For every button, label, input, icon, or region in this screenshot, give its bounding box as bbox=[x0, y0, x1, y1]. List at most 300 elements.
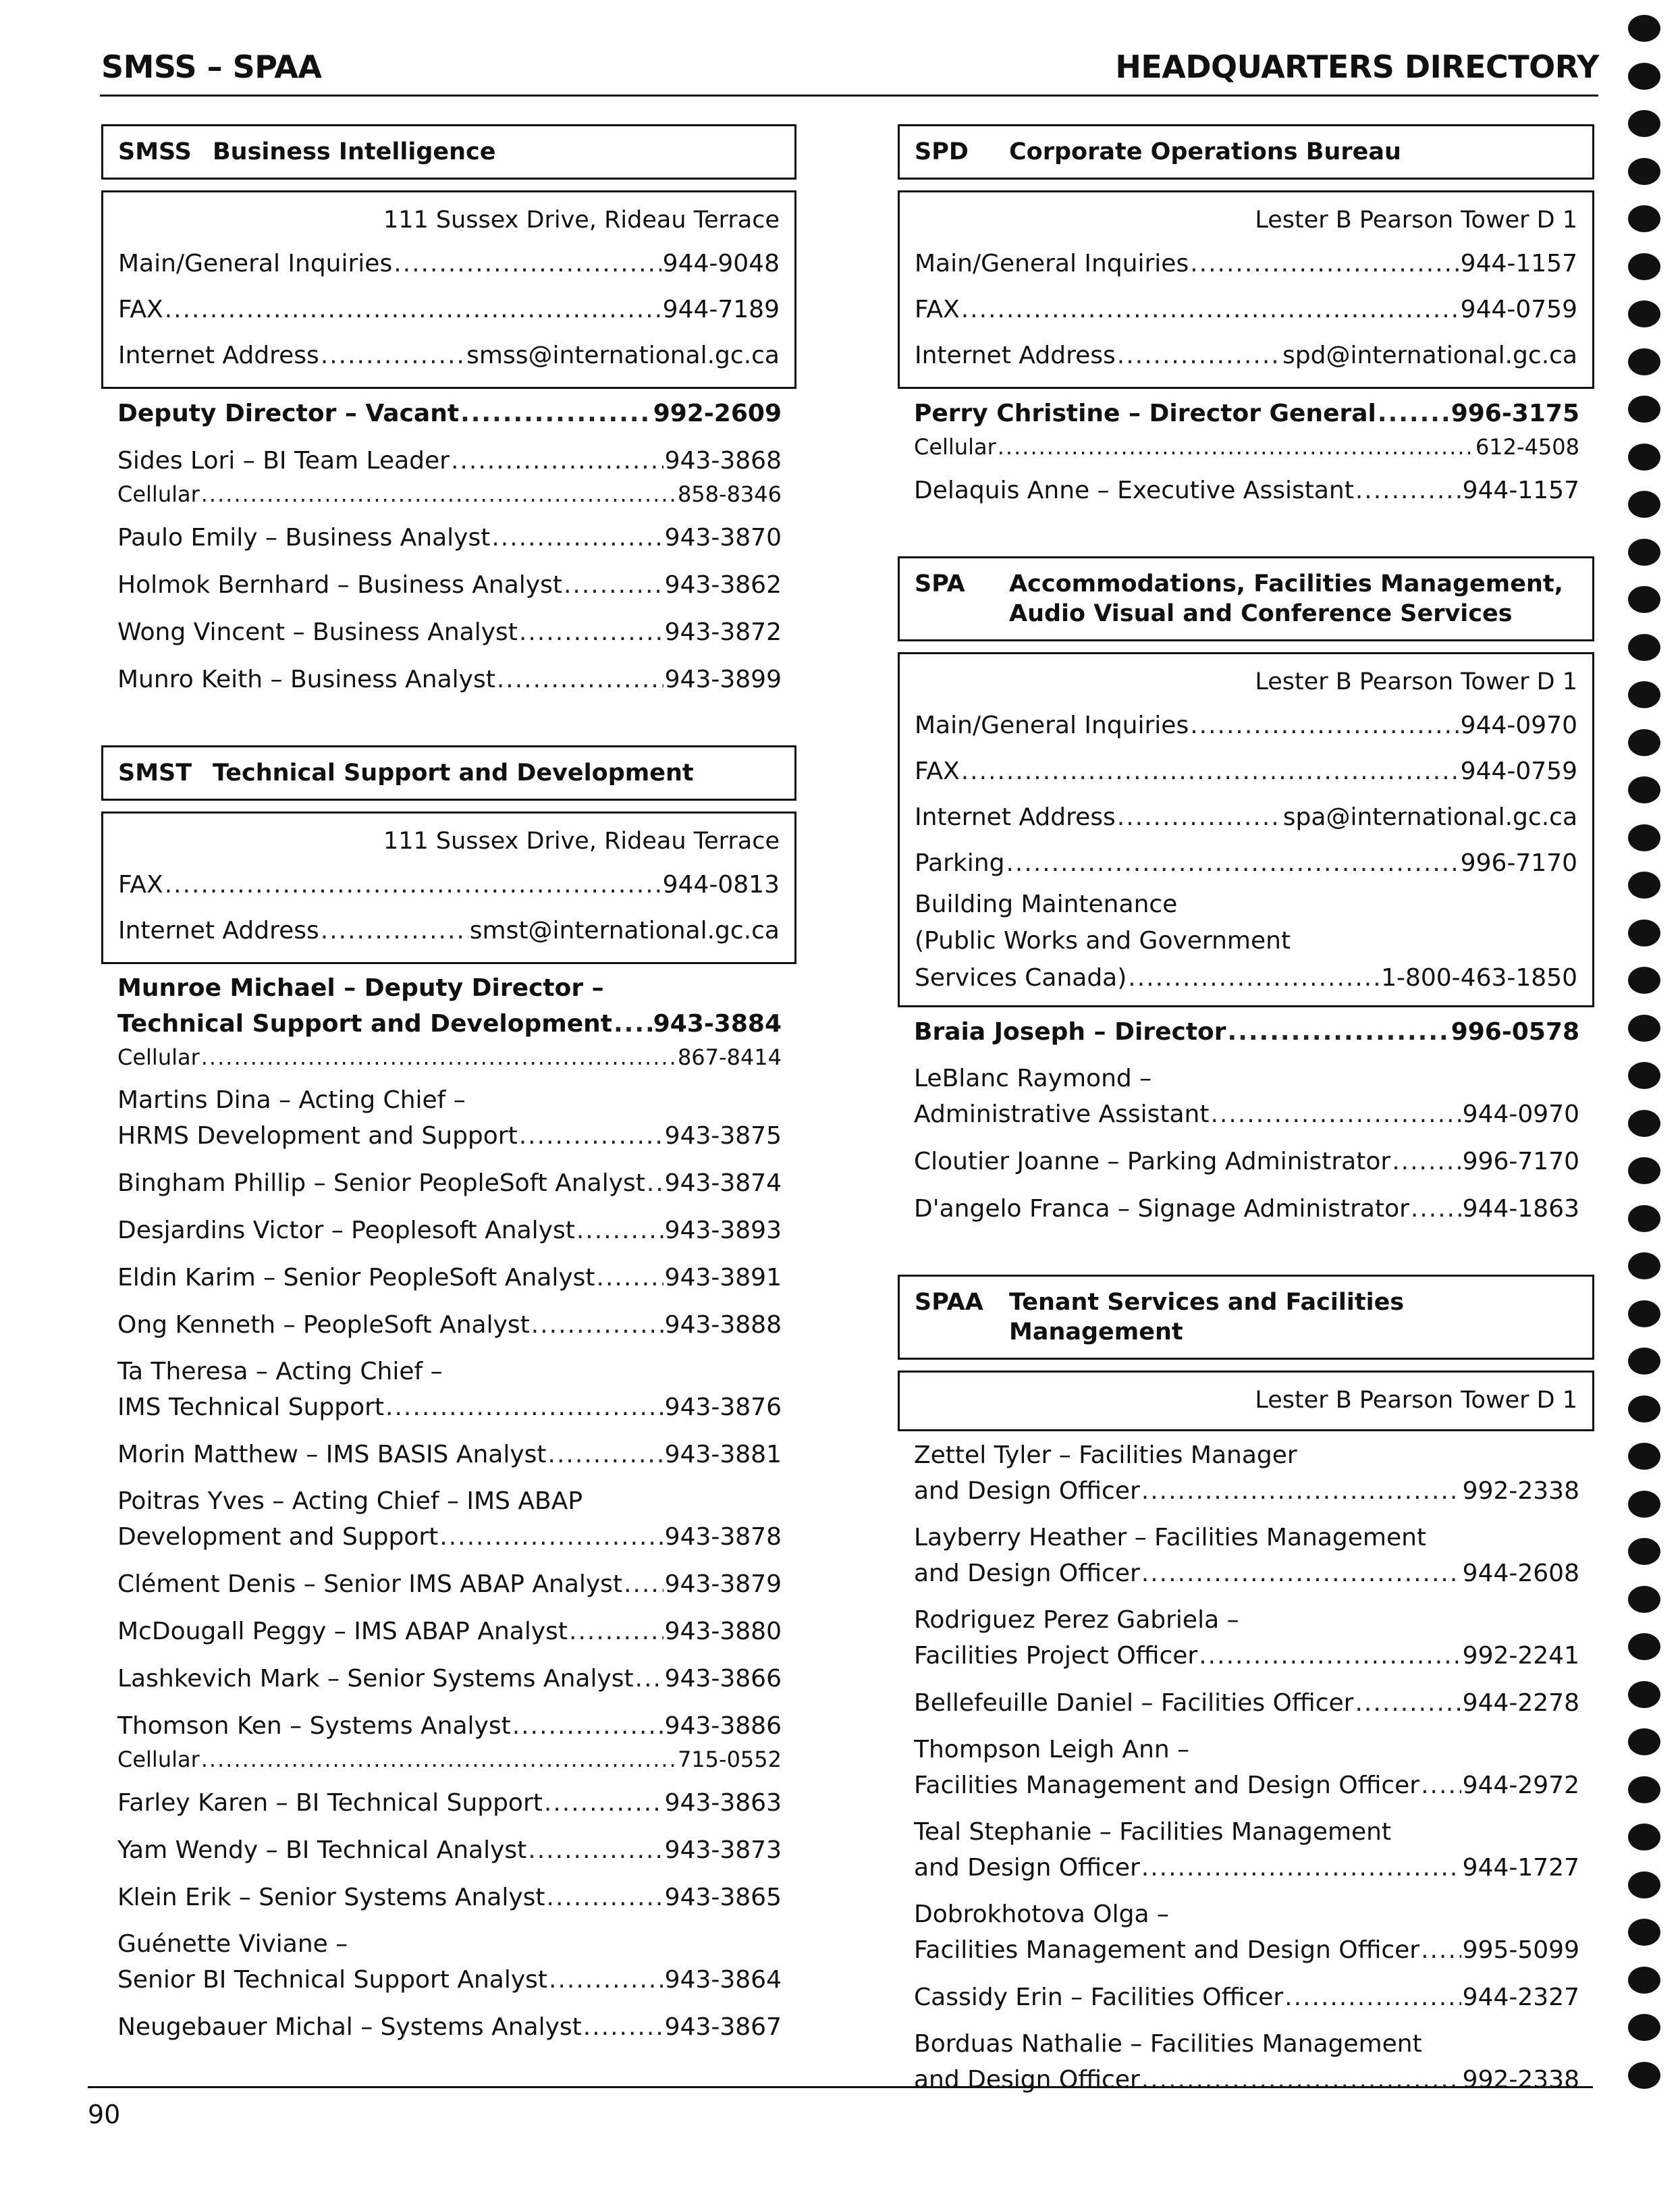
directory-entry bbox=[914, 473, 1579, 509]
section-entries bbox=[101, 964, 796, 2046]
binder-hole bbox=[1628, 776, 1660, 803]
entry-row-label: Yam Wendy – BI Technical Analyst bbox=[117, 1836, 527, 1864]
entry-row-label: and Design Officer bbox=[914, 1560, 1140, 1587]
entry-name-line: Martins Dina – Acting Chief – bbox=[117, 1086, 466, 1114]
entry-name-line: Layberry Heather – Facilities Management bbox=[914, 1524, 1427, 1551]
info-row-label: Internet Address bbox=[118, 917, 319, 945]
directory-entry bbox=[914, 1815, 1579, 1886]
info-row-label: Main/General Inquiries bbox=[118, 250, 393, 277]
entry-row bbox=[117, 1437, 782, 1473]
info-row bbox=[118, 862, 780, 908]
entry-name-line: Teal Stephanie – Facilities Management bbox=[914, 1818, 1392, 1846]
entry-row-label: Lashkevich Mark – Senior Systems Analyst bbox=[117, 1665, 634, 1693]
header-left-title: SMSS – SPAA bbox=[101, 49, 322, 85]
entry-name-line: Dobrokhotova Olga – bbox=[914, 1900, 1169, 1928]
info-row-value: 1-800-463-1850 bbox=[1381, 964, 1577, 992]
binder-hole bbox=[1628, 729, 1660, 756]
info-row bbox=[915, 841, 1577, 886]
entry-row-value: 943-3868 bbox=[664, 447, 782, 475]
entry-cellular-label: Cellular bbox=[117, 481, 200, 507]
dot-leader bbox=[1228, 1014, 1450, 1051]
binder-hole bbox=[1628, 1443, 1660, 1470]
right-column bbox=[898, 124, 1594, 2146]
section-address: Lester B Pearson Tower D 1 bbox=[1255, 207, 1577, 234]
dot-leader bbox=[1141, 1473, 1461, 1510]
dot-leader bbox=[394, 241, 661, 287]
entry-row-label: Munro Keith – Business Analyst bbox=[117, 666, 495, 693]
entry-row-value: 943-3878 bbox=[664, 1523, 782, 1551]
binder-hole bbox=[1628, 396, 1660, 423]
entry-row-value: 995-5099 bbox=[1462, 1936, 1579, 1964]
section-code: SPAA bbox=[915, 1289, 983, 1316]
header-right-title: HEADQUARTERS DIRECTORY bbox=[1115, 49, 1599, 85]
dot-leader bbox=[1378, 396, 1450, 432]
directory-entry bbox=[117, 567, 782, 604]
section-title bbox=[101, 745, 796, 801]
entry-row-value: 943-3876 bbox=[664, 1393, 782, 1421]
info-line: Building Maintenance bbox=[915, 890, 1178, 918]
directory-entry bbox=[117, 971, 782, 1072]
dot-leader bbox=[961, 287, 1459, 333]
binder-hole bbox=[1628, 1395, 1660, 1422]
entry-row-label: Eldin Karim – Senior PeopleSoft Analyst bbox=[117, 1264, 595, 1292]
binder-hole bbox=[1628, 872, 1660, 899]
entry-row-label: Klein Erik – Senior Systems Analyst bbox=[117, 1884, 545, 1911]
binder-hole bbox=[1628, 491, 1660, 518]
info-row-label: FAX bbox=[915, 757, 960, 785]
binder-hole bbox=[1628, 1062, 1660, 1089]
entry-row-value: 943-3863 bbox=[664, 1789, 782, 1817]
entry-row-value: 943-3893 bbox=[664, 1217, 782, 1244]
entry-row-label: and Design Officer bbox=[914, 2066, 1140, 2094]
dot-leader bbox=[165, 862, 661, 908]
dot-leader bbox=[439, 1519, 663, 1555]
section-info-box bbox=[898, 1371, 1594, 1431]
binder-hole bbox=[1628, 1205, 1660, 1232]
info-row-label: Internet Address bbox=[118, 342, 319, 369]
section-spd bbox=[898, 124, 1594, 509]
entry-row-value: 944-2278 bbox=[1462, 1689, 1579, 1717]
directory-entry bbox=[117, 1832, 782, 1869]
section-name bbox=[1009, 1287, 1577, 1347]
section-code: SMSS bbox=[118, 138, 192, 165]
entry-row-label: Senior BI Technical Support Analyst bbox=[117, 1966, 548, 1994]
binder-hole bbox=[1628, 1871, 1660, 1898]
entry-row bbox=[914, 1473, 1579, 1510]
entry-row bbox=[117, 1962, 782, 1998]
dot-leader bbox=[165, 287, 661, 333]
entry-row-value: 943-3881 bbox=[664, 1441, 782, 1468]
entry-row-label: Thomson Ken – Systems Analyst bbox=[117, 1712, 511, 1740]
entry-row-value: 943-3867 bbox=[664, 2013, 782, 2041]
entry-row bbox=[117, 396, 782, 432]
footer-rule bbox=[88, 2086, 1593, 2088]
dot-leader bbox=[544, 1785, 663, 1822]
section-address: Lester B Pearson Tower D 1 bbox=[1255, 668, 1577, 695]
section-code: SMST bbox=[118, 760, 192, 787]
entry-row bbox=[914, 1191, 1579, 1227]
info-row bbox=[915, 287, 1577, 333]
entry-row-label: Desjardins Victor – Peoplesoft Analyst bbox=[117, 1217, 575, 1244]
entry-row-label: HRMS Development and Support bbox=[117, 1122, 518, 1150]
entry-row bbox=[117, 1785, 782, 1822]
directory-entry bbox=[117, 1566, 782, 1603]
entry-row bbox=[914, 396, 1579, 432]
entry-row bbox=[117, 443, 782, 479]
directory-entry bbox=[117, 443, 782, 509]
entry-row-label: Delaquis Anne – Executive Assistant bbox=[914, 477, 1354, 504]
directory-entry bbox=[117, 1307, 782, 1344]
entry-cellular-value: 612-4508 bbox=[1475, 434, 1579, 460]
section-address: 111 Sussex Drive, Rideau Terrace bbox=[383, 207, 780, 234]
entry-row-value: 943-3866 bbox=[664, 1665, 782, 1693]
entry-row-value: 943-3864 bbox=[664, 1966, 782, 1994]
dot-leader bbox=[1392, 1144, 1461, 1180]
binder-hole bbox=[1628, 300, 1660, 327]
entry-row-label: Development and Support bbox=[117, 1523, 439, 1551]
info-row bbox=[915, 333, 1577, 379]
binder-hole bbox=[1628, 681, 1660, 708]
directory-entry bbox=[914, 1520, 1579, 1592]
entry-row bbox=[914, 473, 1579, 509]
entry-row bbox=[914, 1144, 1579, 1180]
entry-row-value: 944-1863 bbox=[1462, 1195, 1579, 1223]
directory-entry bbox=[117, 1165, 782, 1202]
binder-hole bbox=[1628, 444, 1660, 471]
section-code: SPD bbox=[915, 138, 969, 165]
directory-entry bbox=[117, 520, 782, 556]
dot-leader bbox=[1190, 241, 1459, 287]
entry-row bbox=[914, 1932, 1579, 1969]
left-column bbox=[101, 124, 796, 2093]
binder-hole bbox=[1628, 1348, 1660, 1375]
dot-leader bbox=[1141, 1850, 1461, 1886]
directory-entry bbox=[117, 662, 782, 698]
entry-row-value: 992-2338 bbox=[1462, 2066, 1579, 2094]
dot-leader bbox=[321, 908, 468, 954]
binder-hole bbox=[1628, 1633, 1660, 1660]
dot-leader bbox=[1141, 2062, 1461, 2098]
section-name bbox=[1009, 137, 1577, 167]
info-row-label: Internet Address bbox=[915, 803, 1116, 831]
directory-entry bbox=[117, 396, 782, 432]
directory-entry bbox=[117, 2009, 782, 2046]
entry-row-label: Sides Lori – BI Team Leader bbox=[117, 447, 450, 475]
directory-entry bbox=[914, 1979, 1579, 2016]
binder-hole bbox=[1628, 63, 1660, 90]
dot-leader bbox=[528, 1832, 663, 1869]
dot-leader bbox=[1355, 1685, 1461, 1722]
section-entries bbox=[898, 1431, 1594, 2098]
entry-row-label: Clément Denis – Senior IMS ABAP Analyst bbox=[117, 1570, 623, 1598]
entry-row-label: Cloutier Joanne – Parking Administrator bbox=[914, 1148, 1391, 1175]
entry-row-value: 943-3884 bbox=[653, 1010, 782, 1038]
directory-entry bbox=[117, 1354, 782, 1426]
dot-leader bbox=[201, 1745, 676, 1774]
entry-row bbox=[117, 1708, 782, 1745]
info-row-value: 944-7189 bbox=[662, 296, 780, 323]
directory-entry bbox=[117, 1708, 782, 1774]
entry-row-value: 943-3872 bbox=[664, 618, 782, 646]
entry-name-line: Borduas Nathalie – Facilities Management bbox=[914, 2030, 1422, 2058]
directory-entry bbox=[117, 1785, 782, 1822]
entry-row-value: 992-2338 bbox=[1462, 1477, 1579, 1505]
dot-leader bbox=[961, 749, 1459, 795]
entry-row-label: Perry Christine – Director General bbox=[914, 400, 1376, 427]
directory-entry bbox=[914, 396, 1579, 462]
entry-row-value: 943-3874 bbox=[664, 1169, 782, 1197]
dot-leader bbox=[1141, 1555, 1461, 1592]
info-row-value: 996-7170 bbox=[1460, 849, 1577, 877]
directory-entry bbox=[914, 1685, 1579, 1722]
directory-entry bbox=[117, 1880, 782, 1916]
dot-leader bbox=[569, 1614, 663, 1650]
dot-leader bbox=[201, 1042, 676, 1072]
section-entries bbox=[101, 389, 796, 698]
dot-leader bbox=[548, 1437, 663, 1473]
section-title bbox=[101, 124, 796, 180]
entry-row-label: and Design Officer bbox=[914, 1854, 1140, 1882]
directory-entry bbox=[117, 1213, 782, 1249]
entry-row bbox=[117, 1118, 782, 1154]
entry-row bbox=[117, 1165, 782, 1202]
binder-hole bbox=[1628, 967, 1660, 994]
dot-leader bbox=[519, 614, 663, 651]
entry-row-value: 944-2972 bbox=[1462, 1772, 1579, 1799]
entry-row-value: 943-3888 bbox=[664, 1311, 782, 1339]
binder-hole bbox=[1628, 586, 1660, 613]
directory-entry bbox=[914, 1438, 1579, 1510]
info-row-value: spa@international.gc.ca bbox=[1282, 803, 1577, 831]
entry-row bbox=[117, 614, 782, 651]
binder-hole bbox=[1628, 205, 1660, 232]
entry-row-label: Bellefeuille Daniel – Facilities Officer bbox=[914, 1689, 1354, 1717]
entry-name-line: Guénette Viviane – bbox=[117, 1930, 348, 1958]
binder-hole bbox=[1628, 1586, 1660, 1613]
entry-row-label: Cassidy Erin – Facilities Officer bbox=[914, 1984, 1284, 2011]
entry-row-label: D'angelo Franca – Signage Administrator bbox=[914, 1195, 1409, 1223]
section-info-box bbox=[898, 190, 1594, 389]
entry-cellular-value: 867-8414 bbox=[677, 1044, 782, 1070]
binder-hole bbox=[1628, 1728, 1660, 1755]
dot-leader bbox=[547, 1880, 663, 1916]
entry-row bbox=[117, 1389, 782, 1426]
entry-cellular-value: 715-0552 bbox=[677, 1747, 782, 1772]
entry-name-line: Poitras Yves – Acting Chief – IMS ABAP bbox=[117, 1487, 583, 1515]
entry-row-label: Technical Support and Development bbox=[117, 1010, 612, 1038]
entry-row bbox=[117, 2009, 782, 2046]
section-entries bbox=[898, 389, 1594, 509]
entry-row bbox=[117, 1661, 782, 1697]
binder-holes bbox=[1628, 15, 1662, 2109]
section-address: Lester B Pearson Tower D 1 bbox=[1255, 1387, 1577, 1414]
entry-row bbox=[117, 1006, 782, 1042]
section-name-line: Business Intelligence bbox=[213, 138, 496, 165]
info-row-value: spd@international.gc.ca bbox=[1282, 342, 1577, 369]
directory-entry bbox=[117, 1484, 782, 1555]
entry-row-value: 944-0970 bbox=[1462, 1100, 1579, 1128]
directory-entry bbox=[117, 1260, 782, 1296]
dot-leader bbox=[512, 1708, 663, 1745]
dot-leader bbox=[1117, 795, 1282, 841]
section-name bbox=[213, 758, 780, 788]
entry-row-value: 996-7170 bbox=[1462, 1148, 1579, 1175]
directory-entry bbox=[914, 1061, 1579, 1133]
binder-hole bbox=[1628, 1015, 1660, 1042]
section-info-box bbox=[101, 812, 796, 964]
section-smst bbox=[101, 745, 796, 2046]
entry-cellular bbox=[914, 432, 1579, 462]
binder-hole bbox=[1628, 1110, 1660, 1137]
info-row bbox=[118, 287, 780, 333]
directory-entry bbox=[914, 1144, 1579, 1180]
entry-row-value: 943-3879 bbox=[664, 1570, 782, 1598]
dot-leader bbox=[1210, 1096, 1461, 1133]
dot-leader bbox=[451, 443, 663, 479]
entry-cellular bbox=[117, 479, 782, 509]
section-name-line: Accommodations, Facilities Management, bbox=[1009, 570, 1563, 597]
directory-entry bbox=[117, 614, 782, 651]
info-row-label: FAX bbox=[118, 296, 163, 323]
entry-row-value: 944-1727 bbox=[1462, 1854, 1579, 1882]
binder-hole bbox=[1628, 824, 1660, 851]
entry-row bbox=[117, 1307, 782, 1344]
info-row-value: 944-0813 bbox=[662, 871, 780, 899]
info-row-value: 944-0759 bbox=[1460, 757, 1577, 785]
directory-entry bbox=[117, 1927, 782, 1998]
section-smss bbox=[101, 124, 796, 698]
info-row-value: smss@international.gc.ca bbox=[466, 342, 780, 369]
entry-row bbox=[914, 1638, 1579, 1674]
info-row-value: 944-1157 bbox=[1460, 250, 1577, 277]
entry-row bbox=[117, 662, 782, 698]
dot-leader bbox=[497, 662, 663, 698]
entry-cellular-label: Cellular bbox=[914, 434, 996, 460]
section-info-box bbox=[101, 190, 796, 389]
entry-row bbox=[914, 1555, 1579, 1592]
binder-hole bbox=[1628, 634, 1660, 661]
info-row bbox=[118, 333, 780, 379]
entry-row bbox=[914, 1767, 1579, 1804]
section-name bbox=[1009, 569, 1577, 629]
dot-leader bbox=[491, 520, 663, 556]
section-name-line: Corporate Operations Bureau bbox=[1009, 138, 1401, 165]
dot-leader bbox=[321, 333, 465, 379]
binder-hole bbox=[1628, 1300, 1660, 1327]
entry-row-label: Farley Karen – BI Technical Support bbox=[117, 1789, 543, 1817]
entry-row-label: Morin Matthew – IMS BASIS Analyst bbox=[117, 1441, 547, 1468]
entry-name-line: Thompson Leigh Ann – bbox=[914, 1736, 1190, 1763]
dot-leader bbox=[583, 2009, 663, 2046]
binder-hole bbox=[1628, 348, 1660, 375]
directory-entry bbox=[914, 1897, 1579, 1969]
section-name-line-2: Audio Visual and Conference Services bbox=[1009, 600, 1513, 627]
entry-row-label: Facilities Project Officer bbox=[914, 1642, 1198, 1670]
header-rule bbox=[100, 95, 1598, 97]
info-row-value: smst@international.gc.ca bbox=[469, 917, 780, 945]
entry-row-value: 943-3880 bbox=[664, 1618, 782, 1645]
info-row bbox=[118, 241, 780, 287]
binder-hole bbox=[1628, 539, 1660, 566]
section-name-line: Technical Support and Development bbox=[213, 760, 694, 787]
entry-row-label: Braia Joseph – Director bbox=[914, 1018, 1226, 1046]
directory-entry bbox=[914, 1732, 1579, 1804]
info-row-value: 944-9048 bbox=[662, 250, 780, 277]
entry-row-label: Administrative Assistant bbox=[914, 1100, 1210, 1128]
binder-hole bbox=[1628, 1681, 1660, 1708]
entry-name-line: Zettel Tyler – Facilities Manager bbox=[914, 1441, 1297, 1469]
entry-row-label: Holmok Bernhard – Business Analyst bbox=[117, 571, 562, 599]
directory-entry bbox=[117, 1614, 782, 1650]
info-row-label: Internet Address bbox=[915, 342, 1116, 369]
entry-cellular-label: Cellular bbox=[117, 1044, 200, 1070]
section-title bbox=[898, 556, 1594, 641]
dot-leader bbox=[1006, 841, 1459, 886]
section-title bbox=[898, 1275, 1594, 1360]
entry-row-label: IMS Technical Support bbox=[117, 1393, 385, 1421]
entry-cellular bbox=[117, 1745, 782, 1774]
dot-leader bbox=[531, 1307, 663, 1344]
binder-hole bbox=[1628, 1824, 1660, 1851]
dot-leader bbox=[597, 1260, 663, 1296]
info-row-label: FAX bbox=[915, 296, 960, 323]
entry-name-line: LeBlanc Raymond – bbox=[914, 1065, 1152, 1092]
info-row-label: Main/General Inquiries bbox=[915, 250, 1189, 277]
entry-name-line: Ta Theresa – Acting Chief – bbox=[117, 1358, 443, 1385]
dot-leader bbox=[998, 432, 1474, 462]
info-row-value: 944-0970 bbox=[1460, 712, 1577, 739]
entry-row-label: McDougall Peggy – IMS ABAP Analyst bbox=[117, 1618, 568, 1645]
entry-row-label: Wong Vincent – Business Analyst bbox=[117, 618, 518, 646]
entry-row bbox=[914, 1685, 1579, 1722]
entry-row-value: 943-3862 bbox=[664, 571, 782, 599]
entry-name-line: Munroe Michael – Deputy Director – bbox=[117, 974, 604, 1002]
entry-row-value: 992-2609 bbox=[653, 400, 782, 427]
section-info-box bbox=[898, 652, 1594, 1007]
entry-row-label: Ong Kenneth – PeopleSoft Analyst bbox=[117, 1311, 530, 1339]
info-row-label: FAX bbox=[118, 871, 163, 899]
info-row bbox=[118, 908, 780, 954]
entry-row-value: 943-3873 bbox=[664, 1836, 782, 1864]
dot-leader bbox=[1411, 1191, 1461, 1227]
entry-row-label: Paulo Emily – Business Analyst bbox=[117, 524, 491, 552]
dot-leader bbox=[1421, 1767, 1461, 1804]
dot-leader bbox=[635, 1661, 663, 1697]
entry-row bbox=[117, 1260, 782, 1296]
entry-row-value: 943-3886 bbox=[664, 1712, 782, 1740]
dot-leader bbox=[1284, 1979, 1461, 2016]
entry-row bbox=[117, 1880, 782, 1916]
binder-hole bbox=[1628, 2062, 1660, 2089]
section-address: 111 Sussex Drive, Rideau Terrace bbox=[383, 828, 780, 855]
directory-entry bbox=[117, 1661, 782, 1697]
binder-hole bbox=[1628, 1157, 1660, 1184]
dot-leader bbox=[1128, 959, 1380, 997]
info-line: (Public Works and Government bbox=[915, 927, 1291, 955]
entry-row-value: 943-3870 bbox=[664, 524, 782, 552]
entry-row bbox=[914, 2062, 1579, 2098]
info-row bbox=[915, 795, 1577, 841]
entry-row-value: 996-0578 bbox=[1451, 1018, 1579, 1046]
section-spa bbox=[898, 556, 1594, 1227]
entry-cellular-value: 858-8346 bbox=[677, 481, 782, 507]
info-row bbox=[915, 703, 1577, 749]
section-name-line: Tenant Services and Facilities Management bbox=[1009, 1289, 1405, 1346]
entry-row-value: 943-3899 bbox=[664, 666, 782, 693]
entry-row-value: 944-2327 bbox=[1462, 1984, 1579, 2011]
binder-hole bbox=[1628, 1538, 1660, 1565]
entry-row bbox=[117, 1213, 782, 1249]
